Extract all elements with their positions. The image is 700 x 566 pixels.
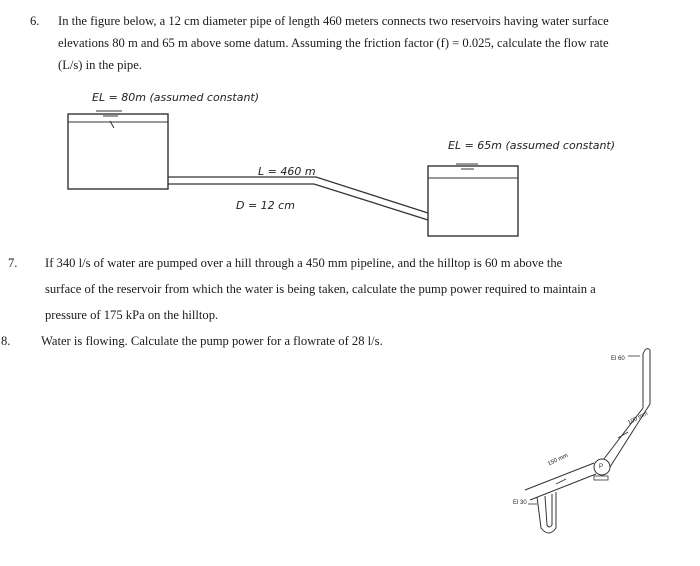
- q8-label-pipe-small: 100 mm: [627, 410, 649, 427]
- q8-label-el-top: El 60: [611, 356, 625, 362]
- q6-label-length: L = 460 m: [258, 165, 316, 178]
- q8-label-pump: P: [599, 464, 604, 470]
- q7-number: 7.: [8, 256, 18, 270]
- q6-text-line2: elevations 80 m and 65 m above some datum. Assuming the friction factor (f) = 0.025, calculate the flow rate: [58, 36, 609, 50]
- q8-label-pipe-large: 150 mm: [547, 452, 570, 468]
- q7-text-line1: If 340 l/s of water are pumped over a hill through a 450 mm pipeline, and the hilltop is 60 m above the: [45, 256, 563, 270]
- q7-text-line2: surface of the reservoir from which the water is being taken, calculate the pump power required to maintain a: [45, 282, 596, 296]
- q6-text-line3: (L/s) in the pipe.: [58, 58, 142, 72]
- q6-label-el-left: EL = 80m (assumed constant): [92, 91, 260, 104]
- q6-text-line1: In the figure below, a 12 cm diameter pipe of length 460 meters connects two reservoirs having water surface: [58, 14, 609, 28]
- q7-text-line3: pressure of 175 kPa on the hilltop.: [45, 308, 219, 322]
- q6-label-diameter: D = 12 cm: [236, 199, 295, 212]
- q6-label-el-right: EL = 65m (assumed constant): [448, 139, 616, 152]
- q8-label-el-bottom: El 30: [513, 500, 527, 506]
- q8-text-line1: Water is flowing. Calculate the pump power for a flowrate of 28 l/s.: [41, 334, 383, 348]
- q6-number: 6.: [30, 14, 40, 28]
- q8-number: 8.: [1, 334, 11, 348]
